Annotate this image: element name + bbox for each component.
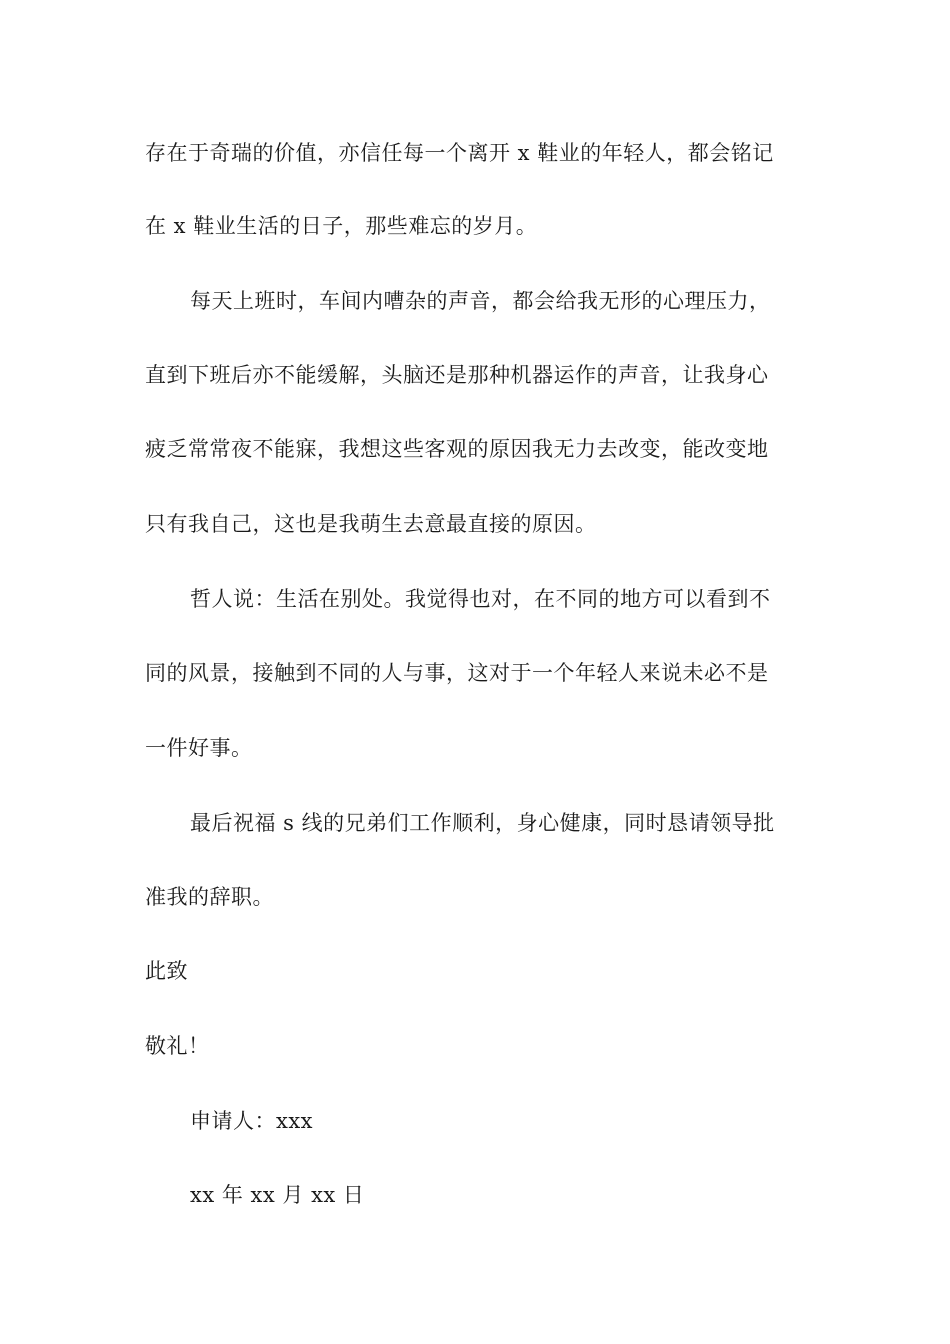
paragraph-line: 在 x 鞋业生活的日子，那些难忘的岁月。 (145, 214, 538, 238)
paragraph-line: 哲人说：生活在别处。我觉得也对，在不同的地方可以看到不 (190, 587, 771, 611)
paragraph-line: 直到下班后亦不能缓解，头脑还是那种机器运作的声音，让我身心 (145, 363, 769, 387)
paragraph-line: 只有我自己，这也是我萌生去意最直接的原因。 (145, 512, 597, 536)
paragraph-line: 准我的辞职。 (145, 885, 274, 909)
closing-regards: 敬礼！ (145, 1034, 210, 1058)
applicant-signature: 申请人：xxx (190, 1109, 314, 1133)
paragraph-line: 最后祝福 s 线的兄弟们工作顺利，身心健康，同时恳请领导批 (190, 811, 775, 835)
paragraph-line: 疲乏常常夜不能寐，我想这些客观的原因我无力去改变，能改变地 (145, 437, 769, 461)
document-date: xx 年 xx 月 xx 日 (190, 1183, 365, 1207)
paragraph-line: 一件好事。 (145, 736, 253, 760)
paragraph-line: 存在于奇瑞的价值，亦信任每一个离开 x 鞋业的年轻人，都会铭记 (145, 141, 774, 165)
paragraph-line: 同的风景，接触到不同的人与事，这对于一个年轻人来说未必不是 (145, 661, 769, 685)
paragraph-line: 每天上班时，车间内嘈杂的声音，都会给我无形的心理压力， (190, 289, 771, 313)
closing-salutation: 此致 (145, 959, 188, 983)
